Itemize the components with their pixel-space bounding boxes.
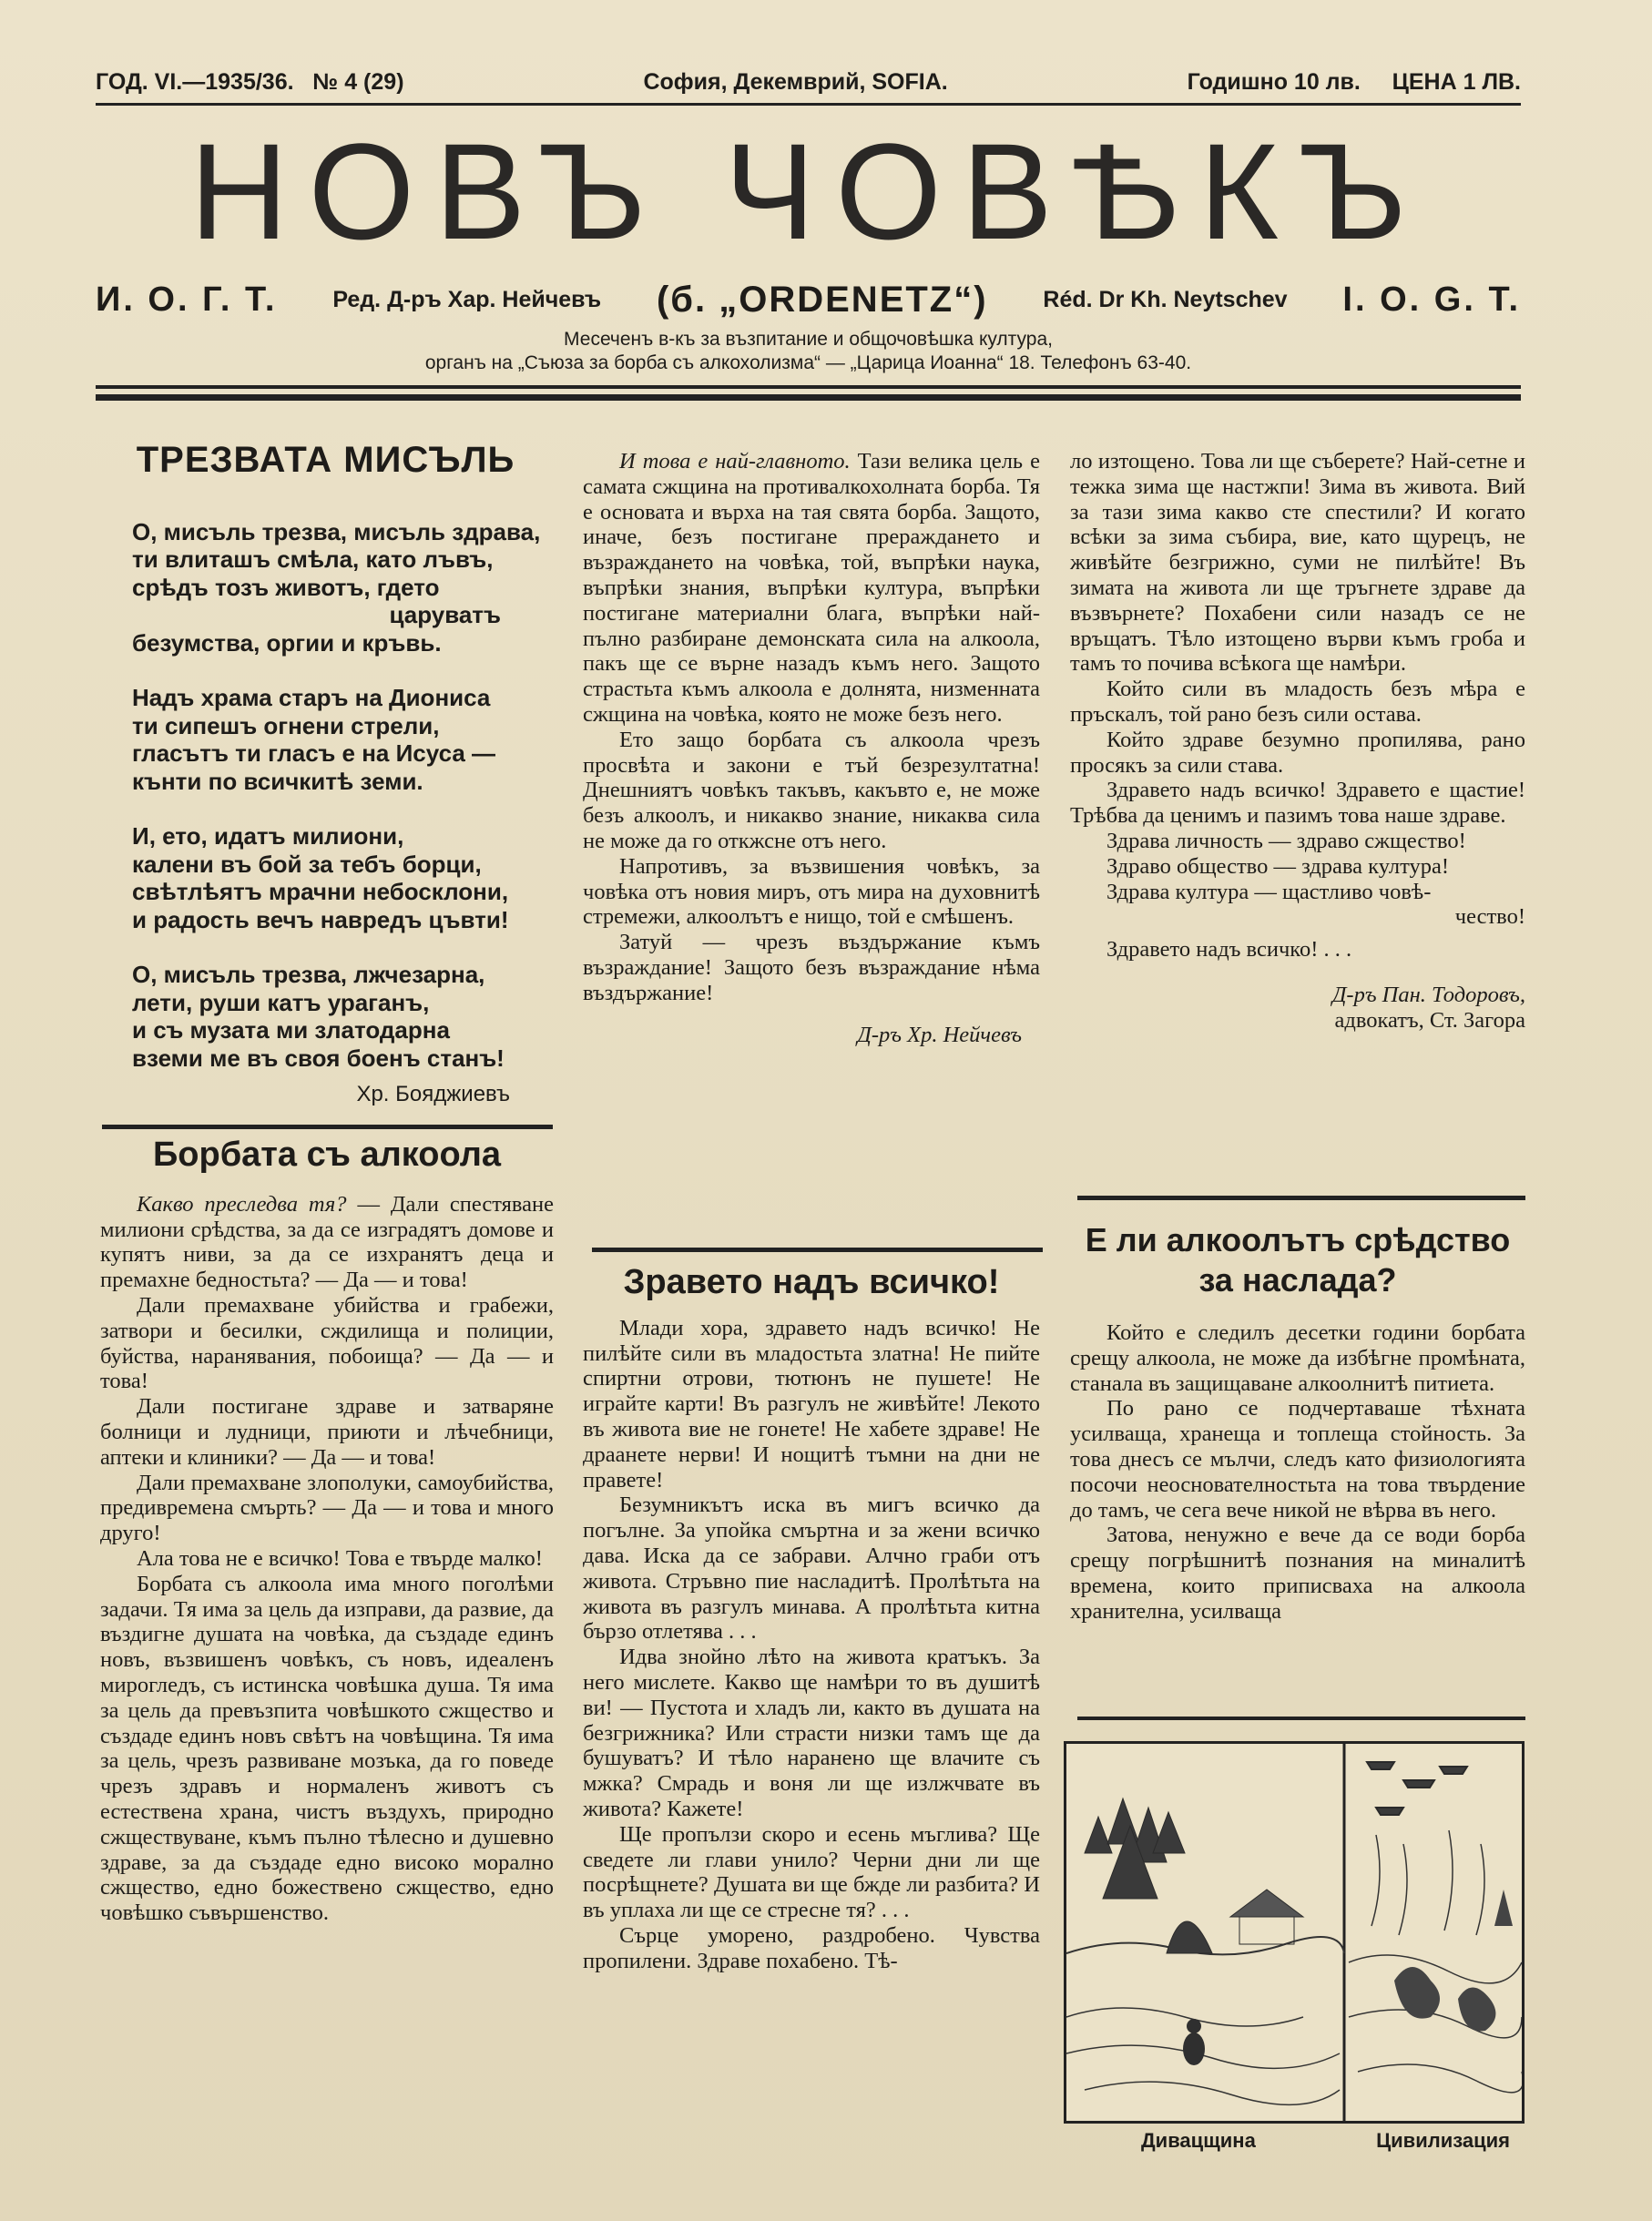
masthead-rule-2: [96, 394, 1521, 401]
caption-left: Дивацщина: [1141, 2129, 1256, 2152]
article1-p2: Дали премахване убийства и грабежи, затвори и бесилки, сждилища и полиции, буйства, наранявания, побоища? — Да — и това!: [100, 1292, 554, 1394]
article2-cont-l1: Здрава личность — здраво сжщество!: [1106, 828, 1466, 853]
article2-cont-p1: ло изтощено. Това ли ще съберете? Най-сетне и тежка зима ще настжпи! Зима въ живота. Вий за тази зима какво сте спестили? И когато всѣки за зима събира, вие, като щурецъ, не живѣйте безгрижно, суми не пилѣйте! Въ зимата на живота ли ще тръгнете здраве да възвърнете? Похабени сили назадъ се не връщатъ. Тѣло изтощено върви къмъ гроба и тамъ то почива всѣкога ще намѣри.: [1070, 449, 1525, 677]
organ-description: [96, 328, 1521, 375]
article2-p1: Млади хора, здравето надъ всичко! Не пилѣйте сили въ младостьта златна! Не пийте спиртни отрови, тютюнъ не пушете! Не играйте карти! Въ разгулъ не живѣйте! Лекото въ живота вие не гонете! Не хабете здраве! Не драанете нерви! И нощитѣ тъмни на дни не правете!: [583, 1315, 1040, 1493]
article-alcohol-fight-cont: [583, 449, 1040, 1047]
article2-cont-l4: чество!: [1454, 904, 1525, 930]
iogt-left: И. О. Г. Т.: [96, 280, 278, 319]
editor-fr: Réd. Dr Kh. Neytschev: [1043, 286, 1288, 312]
article1-p5: Ала това не е всичко! Това е твърде малко!: [137, 1545, 543, 1571]
article1-cont-p2: Ето защо борбата съ алкоола чрезъ просвѣта и закони е тъй безрезултатна! Днешниятъ човѣкъ такъвъ, какъвто е, не може безъ алкоолъ, и никакво знание, никаква сила не може да го откжсне отъ него.: [583, 727, 1040, 853]
ordenetz: (б. „ORDENETZ“): [656, 279, 988, 320]
article-health-cont: [1070, 449, 1525, 1034]
article3-title-2: за наслада?: [1198, 1261, 1397, 1299]
caption-right: Цивилизация: [1376, 2129, 1510, 2152]
article1-title: Борбата съ алкоола: [152, 1136, 502, 1174]
article2-cont-l3: Здрава култура — щастливо човѣ-: [1106, 879, 1432, 904]
poem-author: Хр. Бояджиевъ: [356, 1082, 510, 1106]
article3-p2: По рано се подчертаваше тѣхната усилваща, хранеща и топлеща стойность. За това днесъ се мълчи, следъ като физиологията посочи неоснователностьта на това твърдение до тамъ, че сега вече никой не вѣрва въ него.: [1070, 1396, 1525, 1523]
article3-p3: Затова, ненужно е вече да се води борба срещу погрѣшнитѣ познания на миналитѣ времена, които приписваха на алкоола хранителна, усилваща: [1070, 1523, 1525, 1624]
place-date: София, Декемврий, SOFIA.: [643, 68, 948, 95]
article2-author-title: адвокатъ, Ст. Загора: [1334, 1007, 1525, 1033]
poem-rule: [102, 1125, 553, 1129]
article2-p5: Сърце уморено, раздробено. Чувства пропилени. Здраве похабено. Тѣ-: [583, 1922, 1040, 1973]
article1-cont-p4: Затуй — чрезъ въздържание къмъ възраждание! Защото безъ възраждание нѣма въздържание!: [583, 930, 1040, 1005]
poem-stanza-4: О, мисъль трезва, лжчезарна, лети, руши катъ ураганъ, и съ музата ми златодарна вземи ме въ своя боенъ станъ!: [132, 961, 505, 1072]
organ-line-1: Месеченъ в-къ за възпитание и общочовѣшка култура,: [564, 329, 1053, 350]
article-alcohol-fight: [100, 1136, 554, 1926]
masthead-rule-1: [96, 385, 1521, 389]
organ-line-2: органъ на „Съюза за борба съ алкохолизма“ — „Царица Иоанна“ 18. Телефонъ 63-40.: [424, 352, 1192, 373]
article1-cont-p1: И това е най-главното. Тази велика цель е самата сжщина на противалкохолната борба. Тя е основата и върха на тая свята борба. Защото, иначе, безъ постигане прераждането и възраждането на човѣка, той, въпрѣки наука, въпрѣки знания, въпрѣки култура, въпрѣки постигане материални блага, въпрѣки най-пълно разбиране демонската сила на алкоола, пакъ ще се върне назадъ къмъ него. Защото страстьта къмъ алкоола е долнята, низменната сжщина на човѣка, която не може безъ него.: [583, 449, 1040, 727]
illustration: [1064, 1741, 1525, 2124]
poem-stanza-2: Надъ храма старъ на Диониса ти сипешъ огнени стрели, гласътъ ти гласъ е на Исуса — кънти по всичкитѣ земи.: [132, 684, 496, 795]
masthead-title: НОВЪ ЧОВѢКЪ: [189, 115, 1427, 268]
article2-cont-p2: Който сили въ младость безъ мѣра е пръскалъ, той рано безъ сили остава.: [1070, 677, 1525, 727]
article1-p3: Дали постигане здраве и затваряне болници и лудници, приюти и лѣчебници, аптеки и клиники? — Да — и това!: [100, 1394, 554, 1470]
poem-title: ТРЕЗВАТА МИСЪЛЬ: [136, 440, 515, 480]
column2-rule: [592, 1248, 1043, 1252]
iogt-right: I. O. G. T.: [1342, 280, 1521, 319]
year-issue: ГОД. VI.—1935/36. № 4 (29): [96, 68, 404, 95]
editor-bg: Ред. Д-ръ Хар. Нейчевъ: [332, 286, 602, 312]
article2-cont-p3: Който здраве безумно пропилява, рано просякъ за сили става.: [1070, 727, 1525, 778]
article2-author: Д-ръ Пан. Тодоровъ,: [1331, 982, 1525, 1007]
article2-p2: Безумникътъ иска въ мигъ всичко да погълне. За упойка смъртна и за жени всичко дава. Иска да се забрави. Алчно граби отъ живота. Стръвно пие насладитѣ. Пролѣтьта на живота въ разгулъ минава. А пролѣтьта китна бързо отлетява . . .: [583, 1493, 1040, 1645]
article3-p1: Който е следилъ десетки години борбата срещу алкоола, не може да избѣгне промѣната, станала въ защищаване алкоолнитѣ питиета.: [1070, 1320, 1525, 1396]
poem-stanza-3: И, ето, идатъ милиони, калени въ бой за тебъ борци, свѣтлѣятъ мрачни небосклони, и радость вечъ навредъ цъвти!: [132, 822, 509, 933]
subscription-price: Годишно 10 лв. ЦЕНА 1 ЛВ.: [1187, 68, 1521, 95]
illustration-captions: [1064, 2129, 1519, 2158]
article1-p6: Борбата съ алкоола има много поголѣми задачи. Тя има за цель да изправи, да развие, да въздигне душата на човѣка, да създаде единъ новъ, възвишенъ човѣкъ, съ новъ, идеаленъ мирогледъ, съ истинска човѣшка душа. Тя има за цель да превъзпита човѣшкото сжщество и създаде единъ новъ свѣтъ на човѣщина. Тя има за цель, чрезъ развиване мозъка, да го поведе чрезъ здравъ и нормаленъ животъ съ естествена храна, чистъ въздухъ, природно сжществуване, къмъ пълно тѣлесно и душевно здраве, за да създаде едно високо морално сжщество, едно божествено сжщество, едно човѣшко съвършенство.: [100, 1571, 554, 1926]
article1-p4: Дали премахване злополуки, самоубийства, предивремена смърть? — Да — и това и много друго!: [100, 1470, 554, 1546]
illustration-drawing: [1066, 1744, 1522, 2121]
article2-p4: Ще пропълзи скоро и есень мъглива? Ще сведете ли глави унило? Черни дни ли ще посрѣщнете? Душата ви ще бжде ли разбита? И въ уплаха ли ще се стресне тя? . . .: [583, 1821, 1040, 1923]
article1-p1: Какво преследва тя? — Дали спестяване милиони срѣдства, за да се изградятъ домове и купятъ ниви, за да се изхранятъ деца и премахне бедностьта? — Да — и това!: [100, 1191, 554, 1293]
article-alcohol-pleasure: [1070, 1220, 1525, 1625]
article2-cont-l2: Здраво общество — здрава култура!: [1106, 853, 1450, 879]
article2-cont-l5: Здравето надъ всичко! . . .: [1106, 937, 1352, 963]
illustration-rule: [1077, 1717, 1525, 1720]
column3-rule: [1077, 1196, 1525, 1200]
article2-cont-p4: Здравето надъ всичко! Здравето е щастие! Трѣбва да ценимъ и пазимъ това наше здраве.: [1070, 778, 1525, 829]
editors-line: [96, 273, 1521, 326]
article2-p3: Идва знойно лѣто на живота кратъкъ. За него мислете. Какво ще намѣри то въ душитѣ ви! — Пустота и хладъ ли, както въ душата на безгрижника? Или страсти низки тамъ ще да бушуватъ? И тѣло наранено ще влачите съ мжка? Смрадь и воня ли ще излжчвате въ живота? Кажете!: [583, 1645, 1040, 1821]
article-health: [583, 1263, 1040, 1974]
article2-title: Зравето надъ всичко!: [623, 1263, 1000, 1301]
poem-stanza-1: О, мисъль трезва, мисъль здрава, ти влиташъ смѣла, като лъвъ, срѣдъ тозъ животъ, гдето царуватъ безумства, оргии и кръвь.: [132, 517, 541, 657]
header-rule: [96, 103, 1521, 106]
article1-cont-p3: Напротивъ, за възвишения човѣкъ, за човѣка отъ новия миръ, отъ мира на духовнитѣ стремежи, алкоолътъ е нищо, той е смѣшенъ.: [583, 853, 1040, 930]
article1-author: Д-ръ Хр. Нейчевъ: [857, 1022, 1022, 1047]
header-info-line: [96, 64, 1521, 100]
poem: [96, 440, 556, 1109]
article3-title-1: Е ли алкоолътъ срѣдство: [1085, 1221, 1511, 1258]
